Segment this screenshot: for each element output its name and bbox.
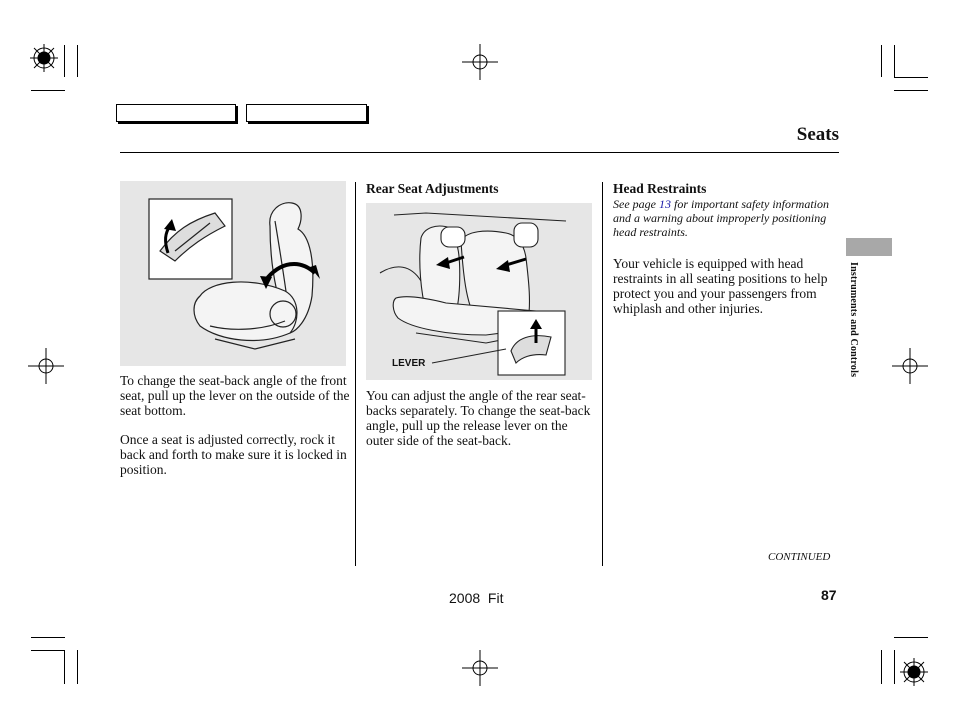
safety-reference-note (613, 197, 838, 239)
sunburst-bottom-right-icon (900, 658, 928, 686)
lever-label: LEVER (392, 358, 426, 369)
page-number: 87 (821, 587, 837, 603)
column-divider (355, 182, 356, 566)
rear-seat-figure (366, 203, 592, 380)
front-seat-paragraph-2: Once a seat is adjusted correctly, rock it back and forth to make sure it is locked in position. (120, 432, 347, 477)
section-tab (846, 238, 892, 256)
head-restraints-paragraph: Your vehicle is equipped with head restraints in all seating positions to help protect you and your passengers from whiplash and other injuries. (613, 256, 828, 316)
crosshair-right-icon (892, 348, 928, 384)
head-restraints-heading: Head Restraints (613, 181, 707, 196)
note-suffix: for important safety information and a warning about improperly positioning head restraints. (613, 197, 829, 239)
nav-button-table-of-contents[interactable] (246, 104, 367, 122)
footer-model: 2008 Fit (449, 590, 504, 606)
note-prefix: See page (613, 197, 656, 211)
column-divider (602, 182, 603, 566)
crosshair-left-icon (28, 348, 64, 384)
page-13-link[interactable]: 13 (658, 197, 671, 211)
crosshair-bottom-icon (462, 650, 498, 686)
title-rule (120, 152, 839, 153)
continued-label: CONTINUED (768, 551, 831, 563)
section-label: Instruments and Controls (848, 262, 859, 378)
rear-seat-heading: Rear Seat Adjustments (366, 181, 499, 196)
rear-seat-paragraph: You can adjust the angle of the rear seat-backs separately. To change the seat-back angle, pull up the release lever on the outer side of the seat-back. (366, 388, 591, 448)
crosshair-top-icon (462, 44, 498, 80)
front-seat-paragraph-1: To change the seat-back angle of the front seat, pull up the lever on the outside of the seat bottom. (120, 373, 350, 418)
nav-button-main-menu[interactable] (116, 104, 236, 122)
front-seat-figure (120, 181, 346, 366)
page-title: Seats (796, 124, 839, 145)
sunburst-top-left-icon (30, 44, 58, 72)
